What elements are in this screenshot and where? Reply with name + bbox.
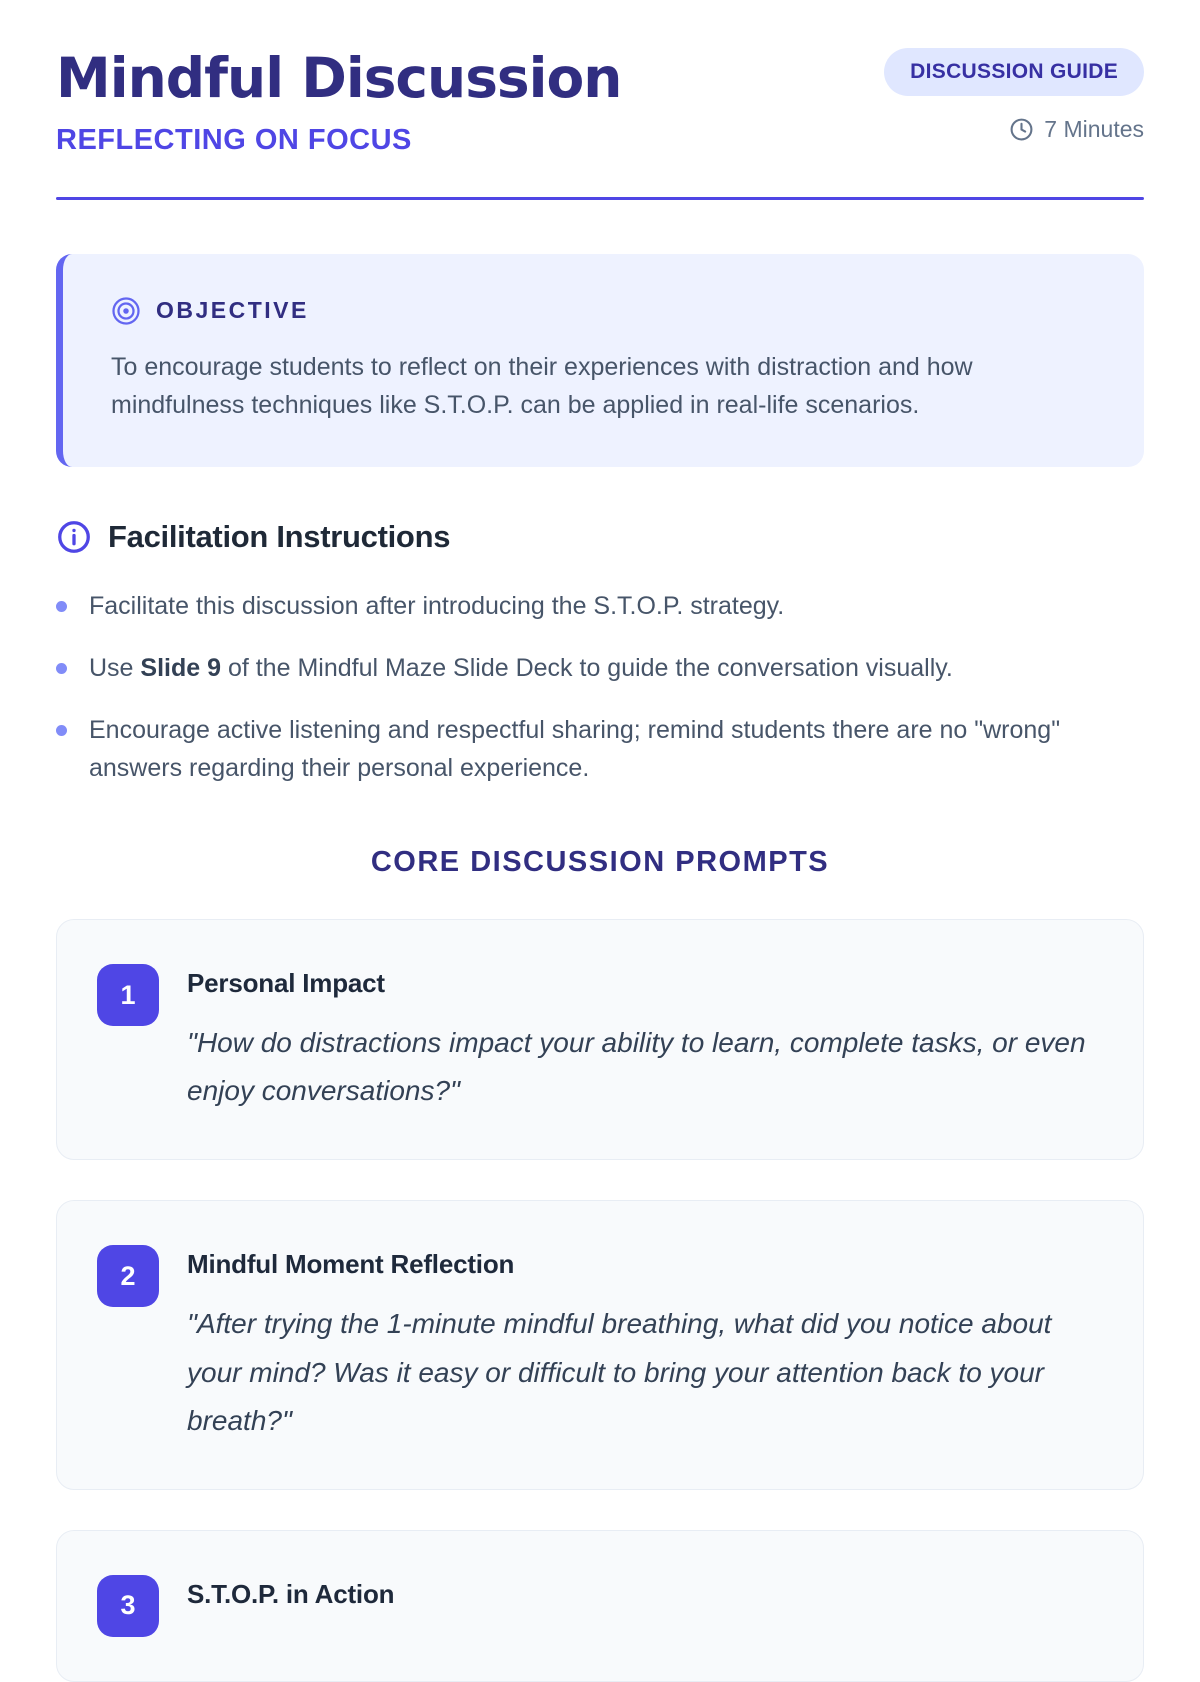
header-right (884, 48, 1144, 143)
objective-callout (56, 254, 1144, 468)
prompt-number-badge: 1 (97, 964, 159, 1026)
list-item (56, 587, 1144, 626)
bullet-icon (56, 725, 67, 736)
header-left (56, 48, 621, 157)
objective-header (111, 296, 1096, 326)
facilitation-section (56, 519, 1144, 788)
prompt-title: Mindful Moment Reflection (187, 1249, 515, 1280)
prompt-card-body (187, 1575, 394, 1610)
duration-label: 7 Minutes (1044, 116, 1144, 142)
prompt-card-row (97, 964, 1103, 1115)
prompt-card-body (187, 964, 1103, 1115)
list-item (56, 711, 1144, 789)
prompts-section-heading: CORE DISCUSSION PROMPTS (370, 846, 830, 879)
info-icon (56, 519, 92, 555)
page-title: Mindful Discussion (56, 46, 622, 110)
prompt-number-badge: 2 (97, 1245, 159, 1307)
prompt-card-2 (56, 1200, 1144, 1489)
facilitation-title: Facilitation Instructions (108, 519, 451, 555)
bullet-text: Encourage active listening and respectful sharing; remind students there are no "wrong" answers regarding their personal experience. (89, 715, 1061, 783)
discussion-guide-badge: DISCUSSION GUIDE (884, 48, 1144, 96)
prompt-card-3 (56, 1530, 1144, 1682)
bullet-text: Facilitate this discussion after introducing the S.T.O.P. strategy. (89, 592, 785, 621)
page-subtitle: REFLECTING ON FOCUS (56, 123, 412, 156)
bullet-icon (56, 663, 67, 674)
objective-label: OBJECTIVE (156, 297, 309, 324)
facilitation-bullet-list (56, 587, 1144, 788)
prompt-title: Personal Impact (187, 968, 385, 999)
page-header (56, 48, 1144, 157)
target-icon (111, 296, 141, 326)
clock-icon (1009, 117, 1034, 142)
prompt-title: S.T.O.P. in Action (187, 1578, 395, 1609)
list-item (56, 649, 1144, 688)
duration (1009, 116, 1144, 143)
prompt-number-badge: 3 (97, 1575, 159, 1637)
bullet-text: Use Slide 9 of the Mindful Maze Slide Deck to guide the conversation visually. (89, 653, 953, 682)
header-divider (56, 197, 1144, 200)
prompt-card-1 (56, 919, 1144, 1160)
prompt-card-body (187, 1245, 1103, 1444)
facilitation-header (56, 519, 1144, 555)
prompt-card-row (97, 1575, 1103, 1637)
prompt-quote: "After trying the 1-minute mindful breathing, what did you notice about your mind? Was it easy or difficult to bring your attention back to your breath?" (187, 1308, 1052, 1436)
objective-text: To encourage students to reflect on their experiences with distraction and how mindfulness techniques like S.T.O.P. can be applied in real-life scenarios. (111, 352, 973, 420)
prompt-card-row (97, 1245, 1103, 1444)
prompt-quote: "How do distractions impact your ability to learn, complete tasks, or even enjoy conversations?" (187, 1027, 1086, 1107)
bullet-icon (56, 601, 67, 612)
